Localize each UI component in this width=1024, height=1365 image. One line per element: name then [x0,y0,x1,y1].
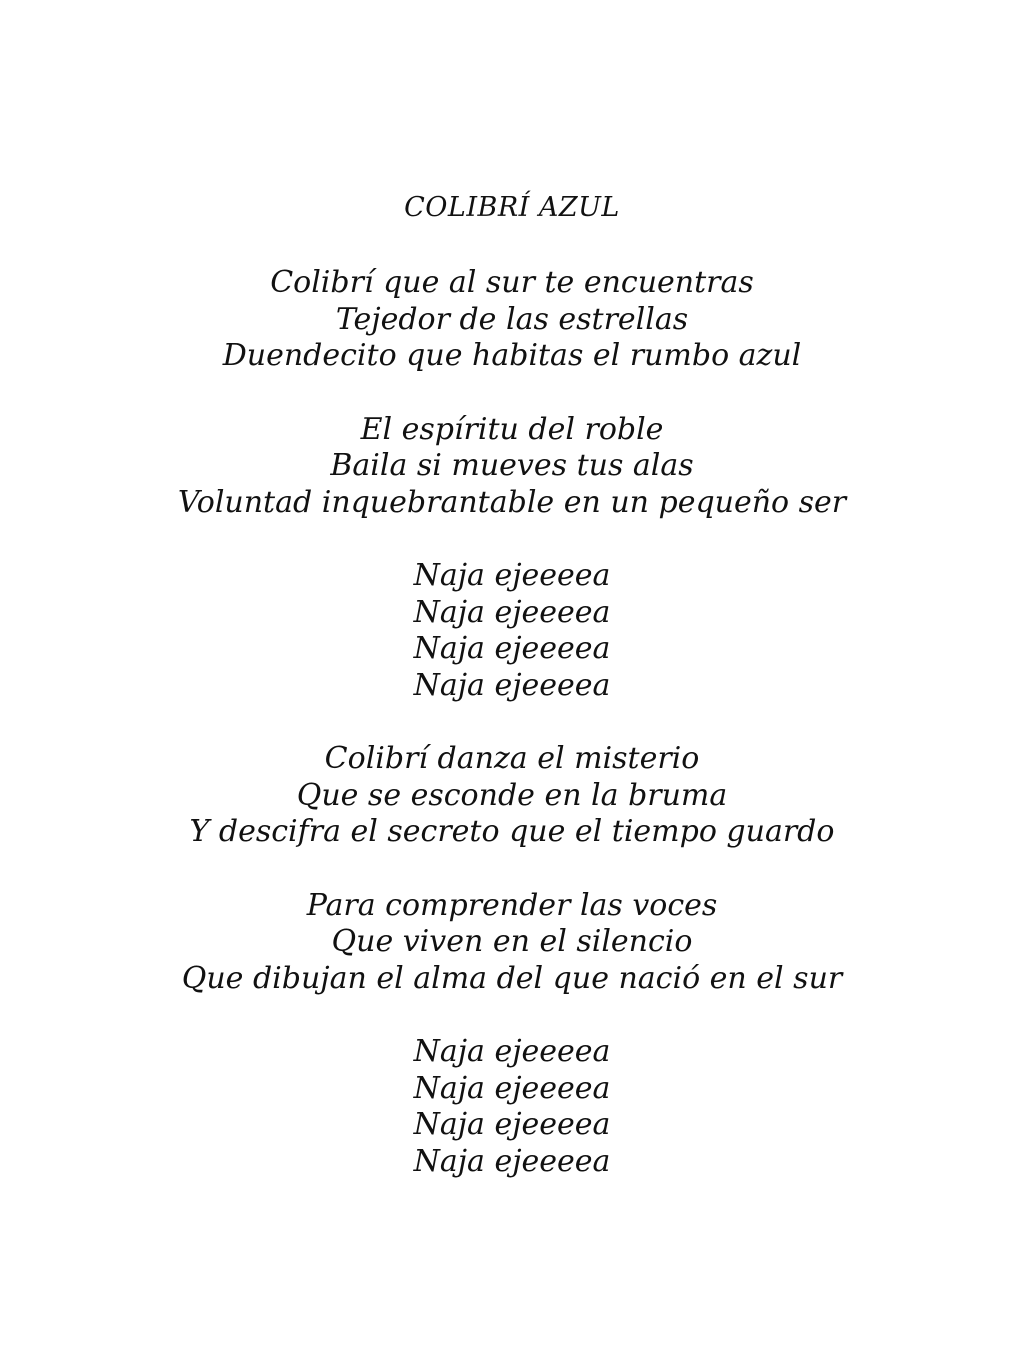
poem-line: Naja ejeeeea [413,1107,611,1142]
poem-line: El espíritu del roble [360,411,664,447]
poem-line: Naja ejeeeea [413,1143,611,1179]
poem-line: Duendecito que habitas el rumbo azul [222,338,802,373]
poem-line: Naja ejeeeea [413,1070,611,1106]
poem-page [0,188,1024,1180]
stanza-5 [0,888,1024,998]
stanza-3-chorus [0,558,1024,704]
poem-line: Naja ejeeeea [413,631,611,666]
poem-line: Baila si mueves tus alas [330,448,694,483]
stanza-6-chorus [0,1034,1024,1180]
poem-line: Naja ejeeeea [413,667,611,703]
poem-line: Voluntad inquebrantable en un pequeño ser [177,484,847,520]
stanza-2 [0,412,1024,522]
poem-line: Que viven en el silencio [331,924,693,959]
poem-line: Y descifra el secreto que el tiempo guardo [189,814,835,849]
poem-line: Colibrí que al sur te encuentras [270,265,754,300]
poem-line: Que se esconde en la bruma [296,777,728,813]
poem-title: COLIBRÍ AZUL [404,192,620,223]
poem-line: Para comprender las voces [306,887,718,923]
poem-line: Naja ejeeeea [413,594,611,630]
stanza-4 [0,741,1024,851]
poem-line: Que dibujan el alma del que nació en el sur [181,960,843,996]
poem-line: Colibrí danza el misterio [324,741,700,776]
poem-line: Tejedor de las estrellas [335,301,689,337]
poem-line: Naja ejeeeea [413,558,611,593]
poem-line: Naja ejeeeea [413,1034,611,1069]
stanza-1 [0,265,1024,375]
